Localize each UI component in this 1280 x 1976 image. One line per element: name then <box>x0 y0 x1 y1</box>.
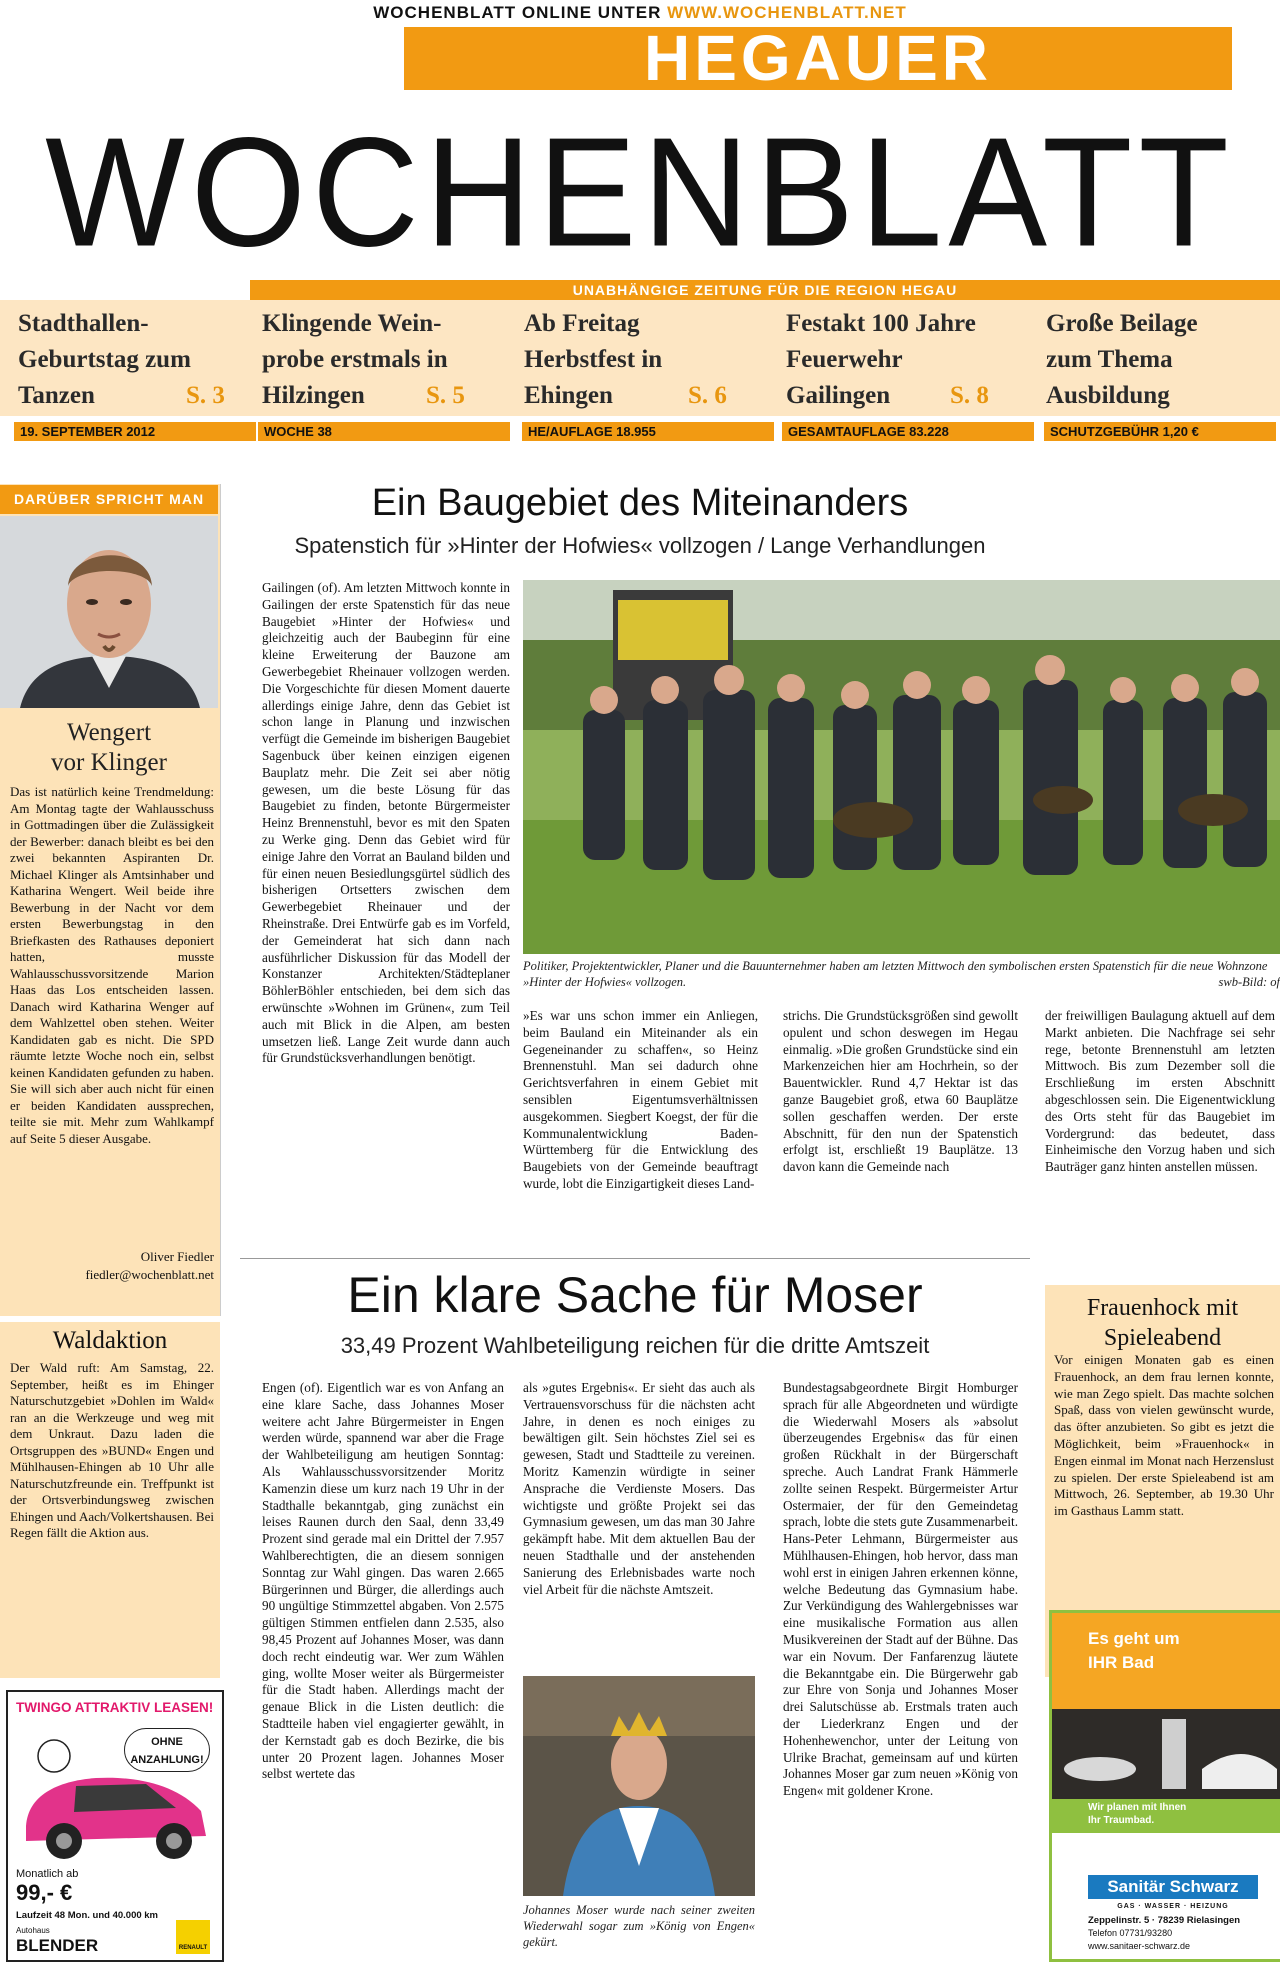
sidebar-email[interactable]: fiedler@wochenblatt.net <box>85 1267 214 1282</box>
teaser-line: Klingende Wein- <box>262 310 442 337</box>
teaser-2[interactable] <box>262 306 502 414</box>
teaser-line: Feuerwehr <box>786 346 903 373</box>
groundbreaking-photo <box>523 580 1280 954</box>
photo-credit: swb-Bild: of <box>1218 975 1280 989</box>
ad-terms: Laufzeit 48 Mon. und 40.000 km <box>16 1910 159 1921</box>
frauenhock-title-line: Frauenhock mit <box>1086 1295 1239 1321</box>
info-bar <box>0 418 1280 444</box>
website-link[interactable]: WWW.WOCHENBLATT.NET <box>667 3 907 22</box>
teaser-line: zum Thema <box>1046 346 1173 373</box>
ad-dealer: BLENDER <box>16 1936 99 1955</box>
article1-col2: »Es war uns schon immer ein Anliegen, beim Bauland ein Miteinander als ein Gegeneinander zu schaffen«, so Heinz Brennenstuhl. Man sei dadurch ohne Gerichtsverfahren in einem Gebiet mit sensiblen Eigentumsverhältnissen ausgekommen. Siegbert Koegst, der für die Kommunalentwicklung Baden-Württemberg für die Entwicklung des Baugebiets von der Gemeinde beauftragt wurde, lobt die Einzigartigkeit dieses Land- <box>523 1008 758 1191</box>
teaser-line: Große Beilage <box>1046 310 1198 337</box>
article2-photo <box>523 1676 755 1896</box>
masthead-tagline: UNABHÄNGIGE ZEITUNG FÜR DIE REGION HEGAU <box>572 282 958 298</box>
topline-text: WOCHENBLATT ONLINE UNTER <box>373 3 662 22</box>
article1-caption <box>523 958 1280 990</box>
slogan-line: Wir planen mit Ihnen <box>1088 1802 1187 1813</box>
sidebar-title-line: vor Klinger <box>51 749 167 776</box>
teaser-line: Ausbildung <box>1046 382 1170 409</box>
renault-logo <box>176 1920 210 1954</box>
sidebar-signature <box>10 1248 214 1284</box>
teaser-line: Gailingen <box>786 382 891 409</box>
ad-services: GAS · WASSER · HEIZUNG <box>1117 1903 1229 1910</box>
article1-col3: strichs. Die Grundstücksgrößen sind gewollt opulent und schon deswegen im Hegau einmalig. »Die großen Grundstücke sind ein Markenzeichen hier am Hochrhein, so der Bauentwickler. Rund 4,7 Hektar ist das ganze Baugebiet groß, etwa 60 Bauplätze sollen geschaffen werden. Der erste Abschnitt, für den nun der Spatenstich erfolgt ist, erschließt 19 Bauplätze. 13 davon kann die Gemeinde nach <box>783 1008 1018 1175</box>
frauenhock-body: Vor einigen Monaten gab es einen Frauenhock, an dem frau lernen konnte, wie man Zego spielt. Das machte solchen Spaß, dass von vielen gewünscht wurde, das öfter anzubieten. So gibt es jetzt die Möglichkeit, beim »Frauenhock« in Engen einmal im Monat nach Herzenslust zu spielen. Der erste Spieleabend ist am Mittwoch, 26. September, ab 19.30 Uhr im Gasthaus Lamm statt. <box>1054 1352 1274 1519</box>
article2-caption: Johannes Moser wurde nach seiner zweiten Wiederwahl sogar zum »König von Engen« gekürt. <box>523 1903 755 1949</box>
total-circulation: GESAMTAUFLAGE 83.228 <box>782 422 1034 441</box>
teaser-line: Tanzen <box>18 382 95 409</box>
ad-monthly-label: Monatlich ab <box>16 1868 79 1880</box>
ad-twingo[interactable] <box>6 1690 224 1962</box>
issue-date: 19. SEPTEMBER 2012 <box>14 422 256 441</box>
waldaktion-title: Waldaktion <box>52 1327 168 1354</box>
ad-phone: Telefon 07731/93280 <box>1088 1928 1173 1938</box>
ad-sanitaer-header <box>1052 1613 1280 1709</box>
masthead-hegauer: HEGAUER <box>643 22 993 94</box>
article1-photo <box>523 580 1280 954</box>
price-note: SCHUTZGEBÜHR 1,20 € <box>1044 422 1276 441</box>
sidebar-author: Oliver Fiedler <box>140 1249 214 1264</box>
ad-dealer-small: Autohaus <box>16 1926 50 1935</box>
teaser-page: S. 6 <box>688 382 727 409</box>
teaser-line: Herbstfest in <box>524 346 663 373</box>
ad-sanitaer[interactable] <box>1049 1610 1280 1962</box>
ad-brand: Sanitär Schwarz <box>1088 1875 1258 1899</box>
article2-col3: Bundestagsabgeordnete Birgit Homburger sprach für alle Abgeordneten und würdigte die Wiederwahl Mosers als »absolut überzeugendes Ergebnis« das für einen großen Rückhalt in der Bürgerschaft spreche. Auch Landrat Frank Hämmerle zollte seinen Respekt. Bürgermeister Artur Ostermaier, der für den Gemeindetag sprach, lobte die stets gute Zusammenarbeit. Hans-Peter Lehmann, Bürgermeister aus Mühlhausen-Ehingen, hob hervor, dass man wohl erst in einigen Jahren erkennen könne, welche Bedeutung das Gymnasium habe. Zur Verkündigung des Wahlergebnisses war eine musikalische Formation aus allen Musikvereinen der Stadt auf der Bühne. Das war ein Novum. Der Fanfarenzug läutete die Bekanntgabe ein. Die Bürgerwehr gab zur Ehre von Sonja und Johannes Moser drei Salutschüsse ab. Erstmals traten auch der Liederkranz Engen und der Hohenhewenchor, unter der Leitung von Ulrike Brachat, gemeinsam auf und kürten Johannes Moser gar zum neuen »König von Engen« mit goldener Krone. <box>783 1380 1018 1799</box>
bubble-line: ANZAHLUNG! <box>130 1754 204 1766</box>
teaser-bar <box>0 300 1280 416</box>
masthead-wochenblatt: WOCHENBLATT <box>45 105 1235 280</box>
teaser-page: S. 3 <box>186 382 225 409</box>
teaser-line: Stadthallen- <box>18 310 149 337</box>
article1-headline: Ein Baugebiet des Miteinanders <box>371 482 909 524</box>
bathroom-illustration <box>1052 1709 1280 1799</box>
teaser-line: Ab Freitag <box>524 310 640 337</box>
teaser-line: Hilzingen <box>262 382 365 409</box>
bubble-line: OHNE <box>151 1736 183 1748</box>
ad-price: 99,- € <box>16 1880 73 1905</box>
article2-col1: Engen (of). Eigentlich war es von Anfang an eine klare Sache, dass Johannes Moser weitere acht Jahre Bürgermeister in Engen werden würde, spannend war aber die Frage der Wahlbeteiligung am heutigen Sonntag: Als Wahlausschussvorsitzender Moritz Kamenzin diese um kurz nach 19 Uhr in der Stadthalle bekanntgab, ging zunächst ein leises Raunen durch den Saal, denn 33,49 Prozent sind gerade mal ein Drittel der 7.957 Wahlberechtigten, die an diesem sonnigen Sonntag zur Wahl gingen. Das waren 2.665 Bürgerinnen und Bürger, die allerdings auch 90 ungültige Stimmzettel abgaben. Von 2.575 gültigen Stimmen entfielen dann 2.535, also 98,45 Prozent auf Johannes Moser, was dann doch recht eindeutig war. Wer zum Wählen ging, wollte Moser weiter als Bürgermeister für die Stadt haben. Allerdings macht der genaue Blick in die Listen deutlich: die Stadtteile haben viel engagierter gewählt, in der Kernstadt gab es doch Bezirke, die bis unter 20 Prozent lagen. Johannes Moser selbst wertete das <box>262 1380 504 1782</box>
article1-subhead: Spatenstich für »Hinter der Hofwies« vollzogen / Lange Verhandlungen <box>294 533 986 558</box>
caption-text: Politiker, Projektentwickler, Planer und die Bauunternehmer haben am letzten Mittwoch den symbolischen ersten Spatenstich für die neue Wohnzone »Hinter der Hofwies« vollzogen. <box>523 959 1268 989</box>
teaser-1[interactable] <box>18 306 258 414</box>
waldaktion-body: Der Wald ruft: Am Samstag, 22. September, heißt es im Ehinger Naturschutzgebiet »Dohlen im Wald« ran an die Werkzeuge und weg mit dem Unkraut. Dazu laden die Ortsgruppen des »BUND« Engen und Mühlhausen-Ehingen ab 10 Uhr alle Naturschutzfreunde ein. Treffpunkt ist der Ortsverbindungsweg zwischen Ehingen und Aach/Volkertshausen. Bei Regen fällt die Aktion aus. <box>10 1360 214 1540</box>
teaser-line: probe erstmals in <box>262 346 448 373</box>
teaser-line: Geburtstag zum <box>18 346 191 373</box>
brand-name: RENAULT <box>178 1945 208 1951</box>
sidebar-body: Das ist natürlich keine Trendmeldung: Am Montag tagte der Wahlausschuss in Gottmadingen über die Zulässigkeit der Bewerber: danach bleibt es bei den zwei bekannten Aspiranten Dr. Michael Klinger als Amtsinhaber und Katharina Wengert. Weil beide ihre Bewerbung in der Nacht vor dem ersten Bewerbungstag in den Briefkasten des Rathauses deponiert hatten, musste Wahlausschussvorsitzende Marion Haas das Los entscheiden lassen. Danach wird Katharina Wenger auf dem Wahlzettel oben stehen. Weiter Kandidaten gab es nicht. Die SPD räumte letzte Woche noch ein, selbst keinen Kandidaten gefunden zu haben. Sie will sich aber auch nicht für einen er beiden Kandidaten aussprechen, teilte sie mit. Mehr zum Wahlkampf auf Seite 5 dieser Ausgabe. <box>10 784 214 1146</box>
author-portrait <box>0 516 218 708</box>
article2-headline: Ein klare Sache für Moser <box>347 1267 923 1323</box>
article2-subhead: 33,49 Prozent Wahlbeteiligung reichen für die dritte Amtszeit <box>340 1333 930 1358</box>
portrait-image <box>0 516 218 708</box>
ad-web[interactable]: www.sanitaer-schwarz.de <box>1088 1941 1191 1951</box>
teaser-line: Festakt 100 Jahre <box>786 310 976 337</box>
slogan-line: Ihr Traumbad. <box>1088 1815 1155 1826</box>
divider <box>240 1258 1030 1259</box>
article1-col4: der freiwilligen Baulagung aktuell auf dem Markt anbieten. Die Nachfrage sei sehr rege, betonte Brennenstuhl am letzten Mittwoch. Bis zum Dezember soll die Erschließung im ersten Abschnitt abgeschlossen sein. Die Eigenentwicklung des Orts steht für das Baugebiet im Vordergrund: das bedeutet, dass Einheimische den Vorzug haben und sich Bauträger ganz hinten anstellen müssen. <box>1045 1008 1275 1175</box>
article1-col1: Gailingen (of). Am letzten Mittwoch konnte in Gailingen der erste Spatenstich für das neue Baugebiet »Hinter der Hofwies« und gleichzeitig auch der Baubeginn für eine kleine Erweiterung der Bauzone am Gewerbegebiet Rheinauer vollzogen werden. Die Vorgeschichte für diesen Moment dauerte allerdings einige Jahre, denn das Gebiet ist schon lange in Planung und inzwischen verfügt die Gemeinde im bisherigen Baugebiet Sagenbuck über keinen einzigen eigenen Bauplatz mehr. Die Zeit sei aber nötig gewesen, um die beste Lösung für das Baugebiet zu finden, betonte Bürgermeister Heinz Brennenstuhl, bevor es mit den Spaten zu Werke ging. Denn das Gebiet wird für einige Jahre den Vorrat an Bauland bilden und für einen neuen Besiedlungsgürtel südlich des bisherigen Ortsetters zwischen dem Gewerbegebiet Rheinauer und der Rheinstraße. Drei Entwürfe gab es im Vorfeld, der Gemeinderat hat sich dann nach ausführlicher Diskussion für das Modell der Konstanzer Architekten/Städteplaner BöhlerBöhler entschieden, bei dem sich das erwünschte »Wohnen im Grünen«, zum Teil auch mit Blick in die Alpen, am besten umsetzen ließ. Lange Zeit wurde dann auch für Grundstücksverhandlungen benötigt. <box>262 580 510 1066</box>
sidebar-title <box>0 718 218 778</box>
article2-col2: als »gutes Ergebnis«. Er sieht das auch als Vertrauensvorschuss für die nächsten acht Jahre, in denen es noch einiges zu bewältigen gilt. Sein höchstes Ziel sei es gewesen, Stadt und Stadtteile zu vereinen. Moritz Kamenzin würdigte in seiner Ansprache die Verdienste Mosers. Das wichtigste und größte Projekt sei das Gymnasium gewesen, um das man 30 Jahre gekämpft habe. Mit dem aktuellen Bau der neuen Stadthalle und der anstehenden Sanierung des Erlebnisbades warte noch viel Arbeit für die nächste Amtszeit. <box>523 1380 755 1597</box>
teaser-page: S. 5 <box>426 382 465 409</box>
teaser-3[interactable] <box>524 306 764 414</box>
ad-headline2: IHR Bad <box>1088 1653 1155 1672</box>
teaser-line: Ehingen <box>524 382 613 409</box>
sidebar-label: DARÜBER SPRICHT MAN <box>0 485 218 514</box>
teaser-page: S. 8 <box>950 382 989 409</box>
ad-headline1: Es geht um <box>1088 1629 1180 1648</box>
frauenhock-title <box>1045 1293 1280 1353</box>
ad-address: Zeppelinstr. 5 · 78239 Rielasingen <box>1088 1915 1241 1926</box>
edition-circulation: HE/AUFLAGE 18.955 <box>522 422 774 441</box>
sidebar-title-line: Wengert <box>66 719 152 746</box>
teaser-5[interactable] <box>1046 306 1280 414</box>
frauenhock-title-line: Spieleabend <box>1103 1325 1222 1351</box>
car-illustration <box>16 1726 216 1866</box>
teaser-4[interactable] <box>786 306 1026 414</box>
issue-week: WOCHE 38 <box>258 422 510 441</box>
ad-twingo-headline: TWINGO ATTRAKTIV LEASEN! <box>16 1700 214 1715</box>
moser-photo <box>523 1676 755 1896</box>
ad-slogan <box>1088 1801 1186 1827</box>
